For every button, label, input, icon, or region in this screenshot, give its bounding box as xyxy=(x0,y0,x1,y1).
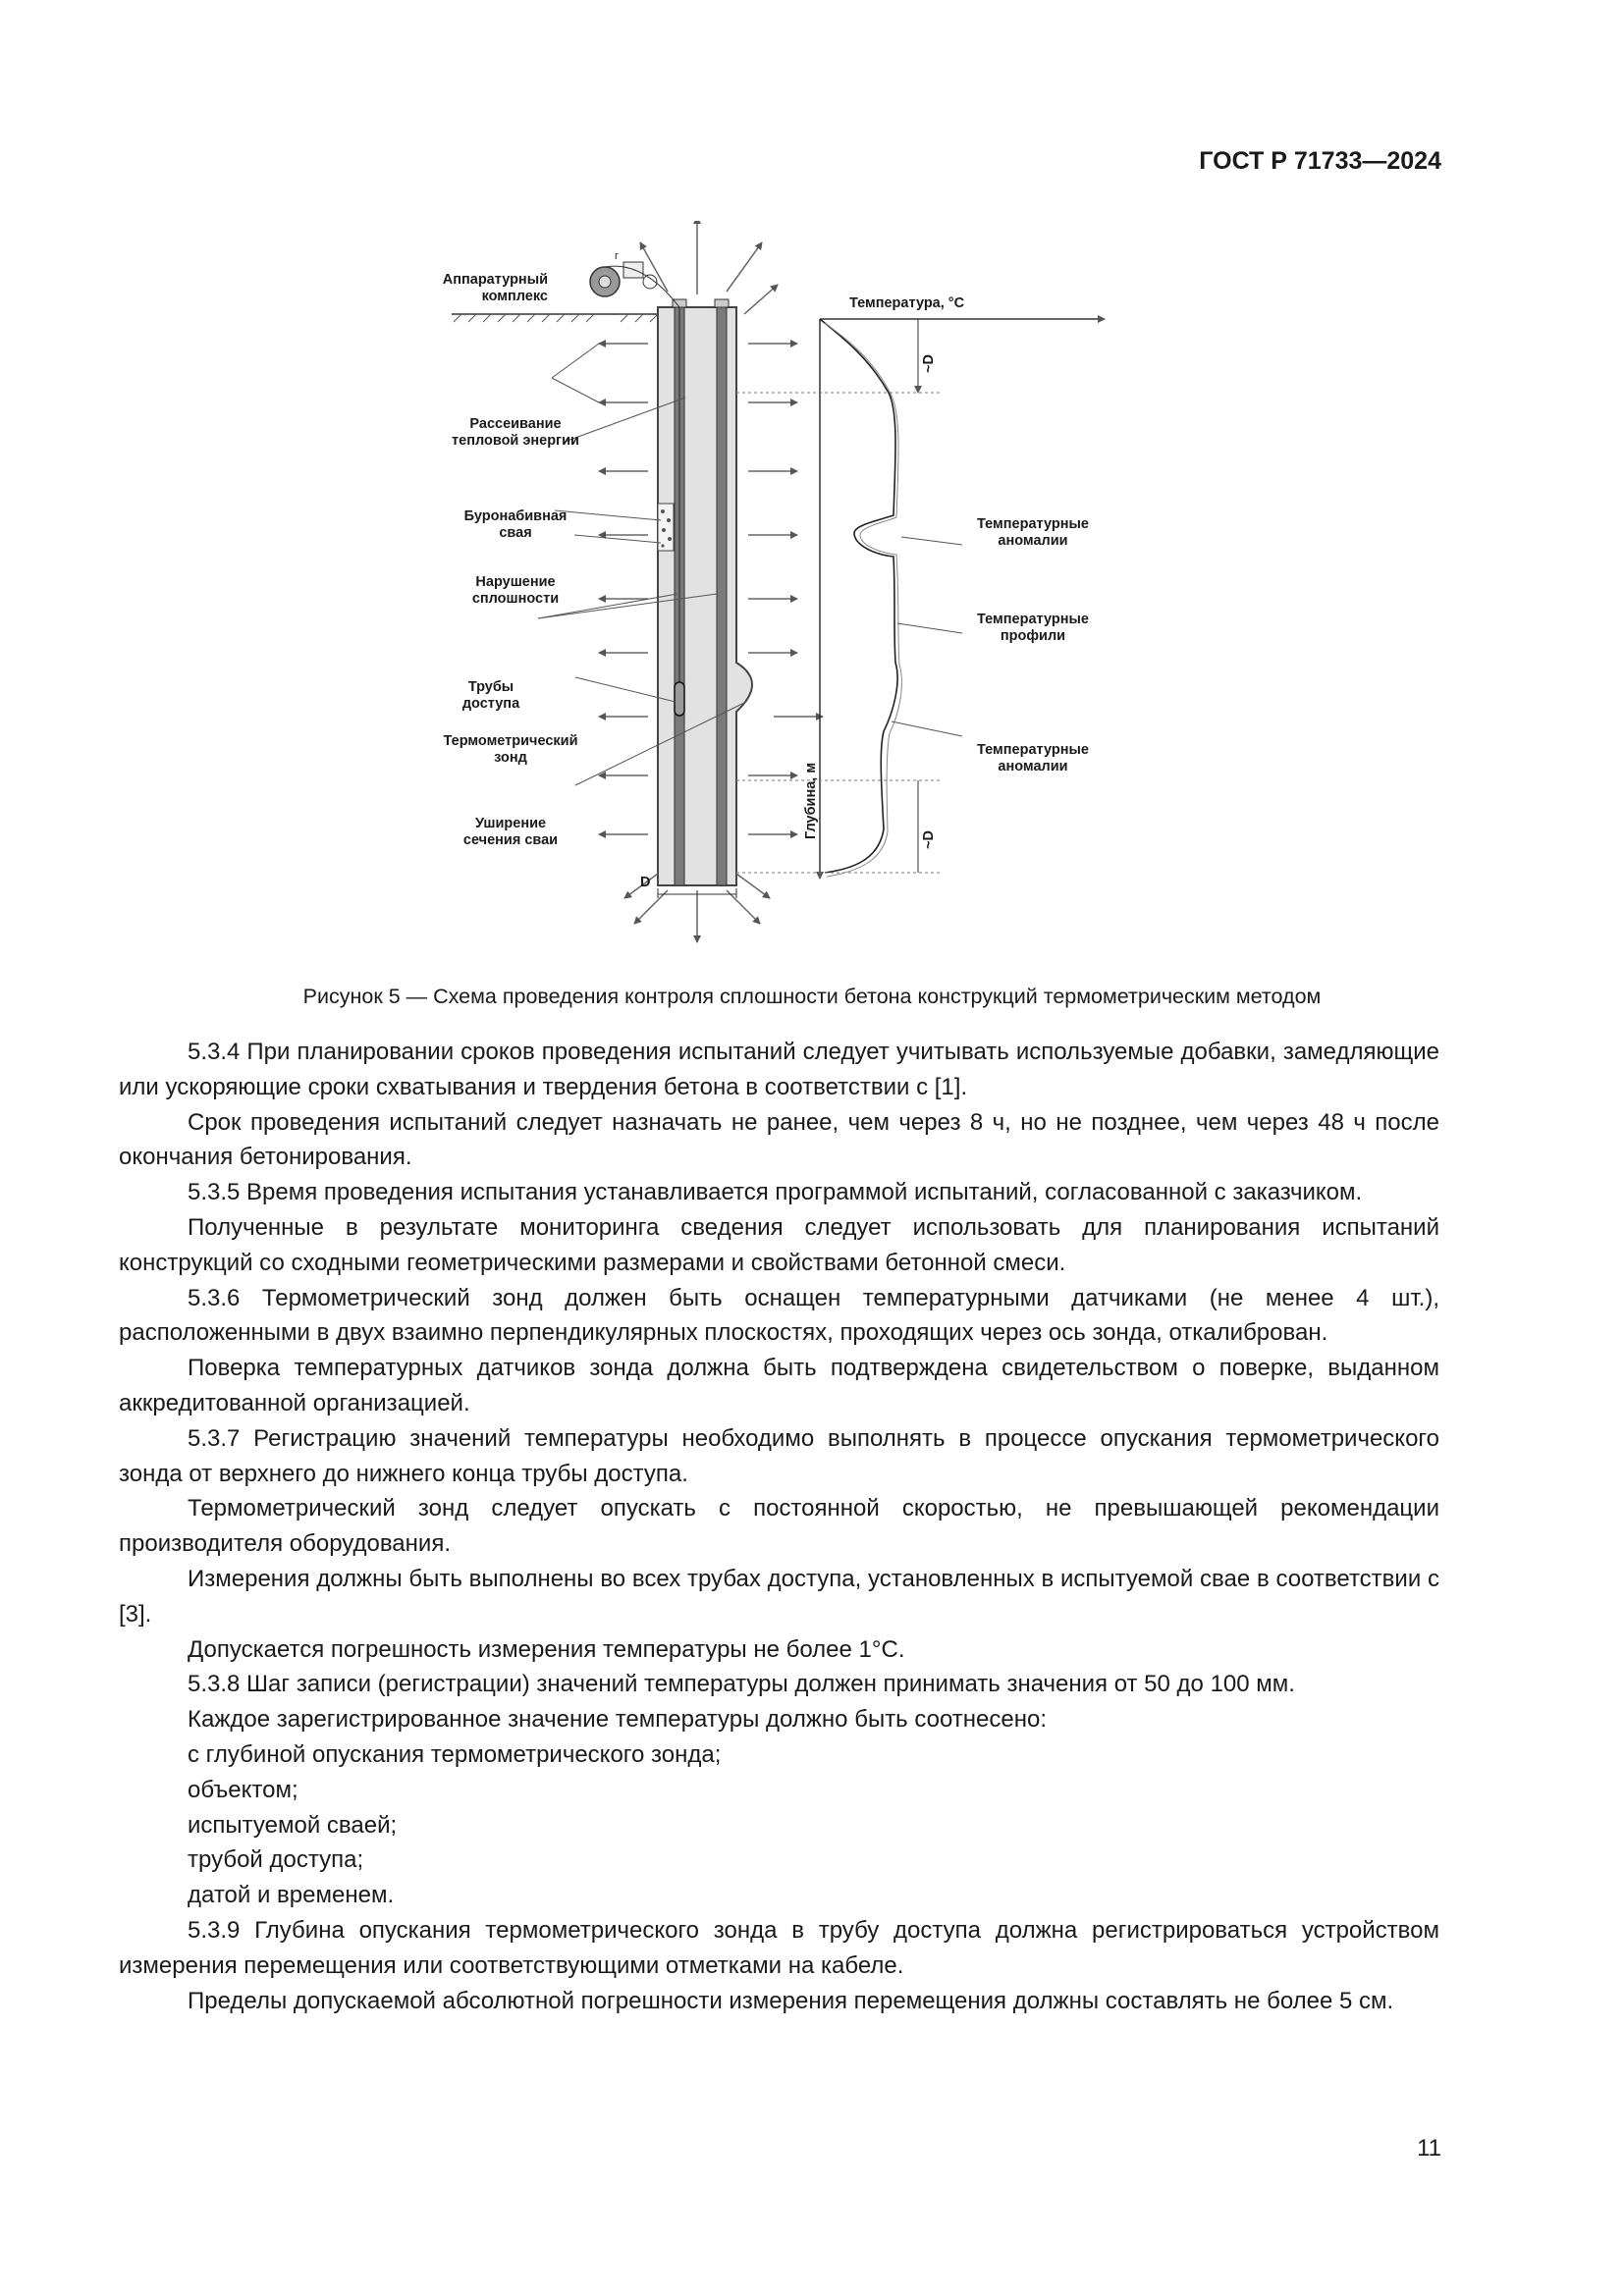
list-item: объектом; xyxy=(188,1776,298,1803)
paragraph: 5.3.8 Шаг записи (регистрации) значений температуры должен принимать значения от 50 до 100 мм. xyxy=(188,1671,1295,1698)
body-text xyxy=(119,1035,1439,2018)
paragraph: Поверка температурных датчиков зонда должна быть подтверждена свидетельством о поверке, выданном аккредитованной организацией. xyxy=(119,1355,1439,1416)
depth-axis-label: Глубина, м xyxy=(803,762,819,839)
svg-text:Температурные: Температурные xyxy=(977,516,1089,532)
paragraph: Срок проведения испытаний следует назначать не ранее, чем через 8 ч, но не позднее, чем через 48 ч после окончания бетонирования. xyxy=(119,1108,1439,1171)
ground-line xyxy=(452,314,668,322)
heat-arrows-top xyxy=(640,221,778,314)
svg-text:зонд: зонд xyxy=(494,750,527,766)
d-dimension-top xyxy=(918,319,937,393)
svg-text:Аппаратурный: Аппаратурный xyxy=(442,272,548,288)
svg-text:~D: ~D xyxy=(921,830,937,849)
svg-text:Термометрический: Термометрический xyxy=(443,733,578,749)
reference-dashes xyxy=(736,393,943,873)
paragraph: 5.3.5 Время проведения испытания устанавливается программой испытаний, согласованной с заказчиком. xyxy=(188,1179,1363,1206)
svg-text:профили: профили xyxy=(1000,628,1066,644)
svg-text:Нарушение: Нарушение xyxy=(475,574,556,590)
svg-text:Буронабивная: Буронабивная xyxy=(463,508,568,524)
svg-text:сплошности: сплошности xyxy=(471,591,560,607)
figure-labels-right xyxy=(977,516,1089,774)
svg-text:Трубы: Трубы xyxy=(467,679,514,695)
svg-text:Температурные: Температурные xyxy=(977,612,1089,627)
temperature-profile-curve-2 xyxy=(825,323,901,877)
temperature-axis-label: Температура, °С xyxy=(849,295,965,311)
list-item: датой и временем. xyxy=(188,1882,395,1909)
paragraph: Термометрический зонд следует опускать с постоянной скоростью, не превышающей рекомендации производителя оборудования. xyxy=(119,1495,1439,1558)
paragraph: Пределы допускаемой абсолютной погрешности измерения перемещения должны составлять не более 5 см. xyxy=(188,1987,1394,2014)
svg-text:сечения сваи: сечения сваи xyxy=(462,832,559,848)
paragraph: 5.3.6 Термометрический зонд должен быть оснащен температурными датчиками (не менее 4 шт.), расположенными в двух взаимно перпендикулярных плоскостях, проходящих через ось зонда, откалиброван. xyxy=(119,1284,1439,1347)
temperature-chart xyxy=(736,295,1105,879)
paragraph: 5.3.9 Глубина опускания термометрического зонда в трубу доступа должна регистрироваться устройством измерения перемещения или соответствующими отметками на кабеле. xyxy=(119,1916,1439,1979)
d-dimension-bottom xyxy=(918,780,937,873)
svg-text:доступа: доступа xyxy=(461,696,520,712)
pile-body xyxy=(658,299,752,885)
leader-lines-right xyxy=(892,537,962,736)
temperature-profile-curve xyxy=(820,319,897,873)
svg-text:тепловой энергии: тепловой энергии xyxy=(452,433,579,449)
list-item: трубой доступа; xyxy=(188,1846,364,1874)
figure-thermometric-scheme xyxy=(432,221,1119,947)
thermometric-probe xyxy=(675,682,684,716)
svg-text:Температурные: Температурные xyxy=(977,742,1089,758)
list-item: с глубиной опускания термометрического зонда; xyxy=(188,1740,722,1768)
svg-text:свая: свая xyxy=(499,525,532,541)
svg-text:D: D xyxy=(640,875,651,890)
paragraph: Каждое зарегистрированное значение температуры должно быть соотнесено: xyxy=(188,1706,1048,1734)
figure-caption: Рисунок 5 — Схема проведения контроля сплошности бетона конструкций термометрическим методом xyxy=(302,985,1322,1008)
apparatus-complex xyxy=(590,250,679,307)
list-item: испытуемой сваей; xyxy=(188,1811,398,1839)
svg-text:~D: ~D xyxy=(921,354,937,373)
page-number: 11 xyxy=(1417,2135,1441,2162)
svg-text:аномалии: аномалии xyxy=(998,759,1068,774)
svg-text:комплекс: комплекс xyxy=(481,289,548,304)
svg-text:аномалии: аномалии xyxy=(998,533,1068,549)
access-tube-right xyxy=(717,307,727,885)
continuity-defect xyxy=(658,504,674,551)
paragraph: 5.3.7 Регистрацию значений температуры необходимо выполнять в процессе опускания термометрического зонда от верхнего до нижнего конца трубы доступа. xyxy=(119,1424,1439,1487)
paragraph: Полученные в результате мониторинга сведения следует использовать для планирования испытаний конструкций со сходными геометрическими размерами и свойствами бетонной смеси. xyxy=(119,1213,1439,1276)
svg-text:Уширение: Уширение xyxy=(474,816,547,831)
document-code: ГОСТ Р 71733—2024 xyxy=(1199,147,1441,175)
svg-text:Рассеивание: Рассеивание xyxy=(469,416,562,432)
figure-labels-left xyxy=(443,272,579,848)
paragraph: 5.3.4 При планировании сроков проведения испытаний следует учитывать используемые добавки, замедляющие или ускоряющие сроки схватывания и твердения бетона в соответствии с [1]. xyxy=(119,1039,1439,1100)
paragraph: Допускается погрешность измерения температуры не более 1°С. xyxy=(188,1635,905,1663)
figure-svg xyxy=(432,221,1119,947)
paragraph: Измерения должны быть выполнены во всех трубах доступа, установленных в испытуемой свае в соответствии с [3]. xyxy=(119,1565,1439,1628)
svg-text:г: г xyxy=(615,250,620,262)
